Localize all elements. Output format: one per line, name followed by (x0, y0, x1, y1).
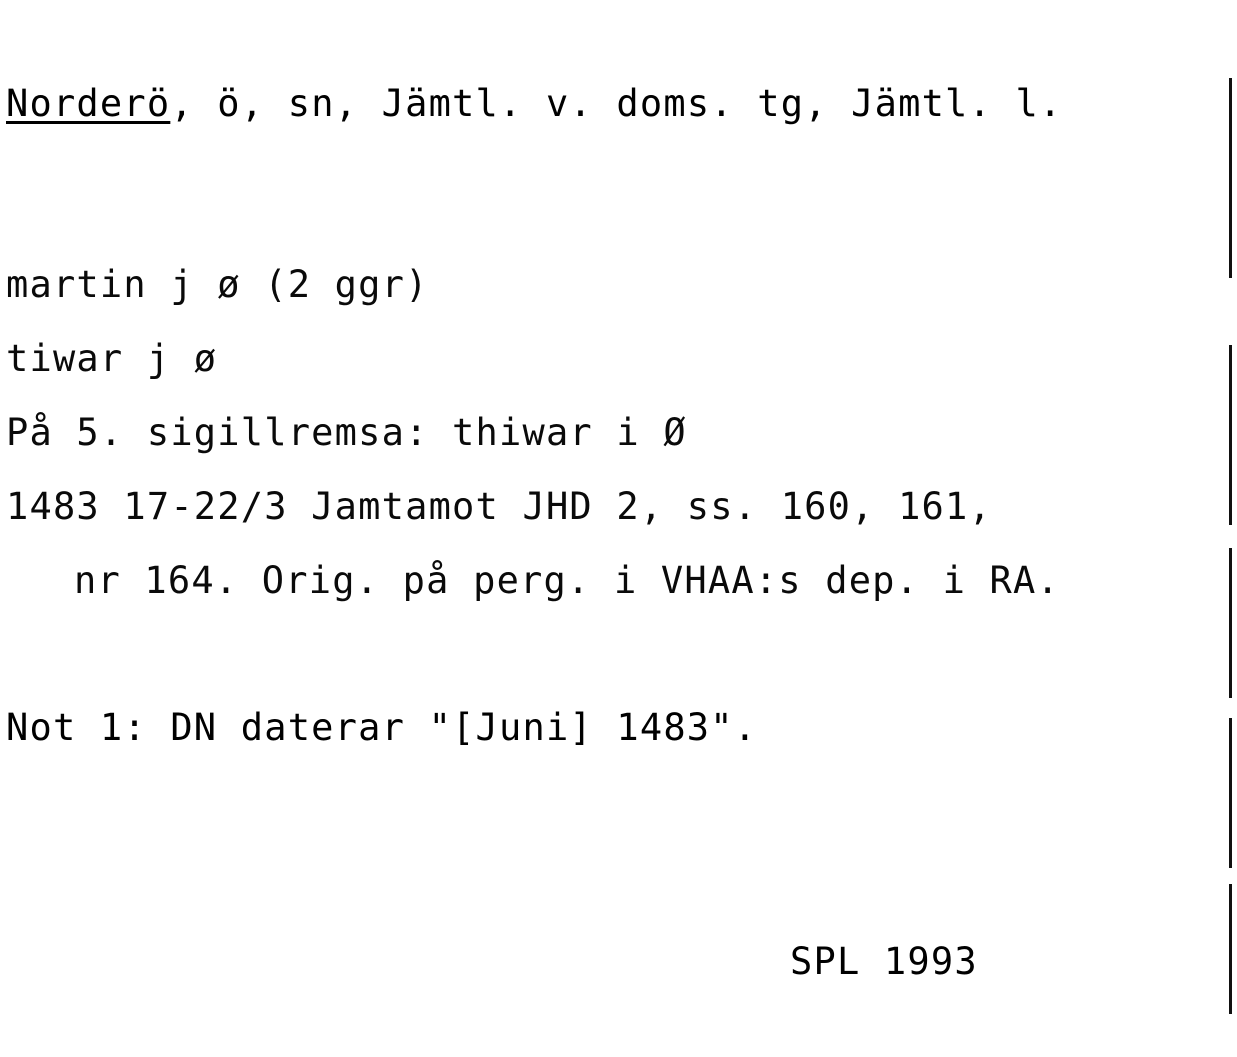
headword-qualifiers: , ö, sn, Jämtl. v. doms. tg, Jämtl. l. (170, 82, 1063, 125)
edge-segment (1229, 78, 1232, 278)
headword: Norderö (6, 82, 171, 125)
footnote: Not 1: DN daterar "[Juni] 1483". (6, 706, 758, 749)
signature: SPL 1993 (790, 940, 978, 983)
card-edge-rule (1229, 0, 1232, 1057)
entry-line-continuation: nr 164. Orig. på perg. i VHAA:s dep. i RA. (74, 559, 1060, 602)
edge-segment (1229, 884, 1232, 1014)
entry-line: 1483 17-22/3 Jamtamot JHD 2, ss. 160, 161, (6, 485, 992, 528)
entry-line: tiwar j ø (6, 337, 218, 380)
edge-segment (1229, 548, 1232, 698)
entry-body (6, 248, 1060, 618)
headword-line (6, 82, 1062, 125)
edge-segment (1229, 718, 1232, 868)
entry-line: martin j ø (2 ggr) (6, 263, 429, 306)
entry-line: På 5. sigillremsa: thiwar i Ø (6, 411, 687, 454)
edge-segment (1229, 345, 1232, 525)
